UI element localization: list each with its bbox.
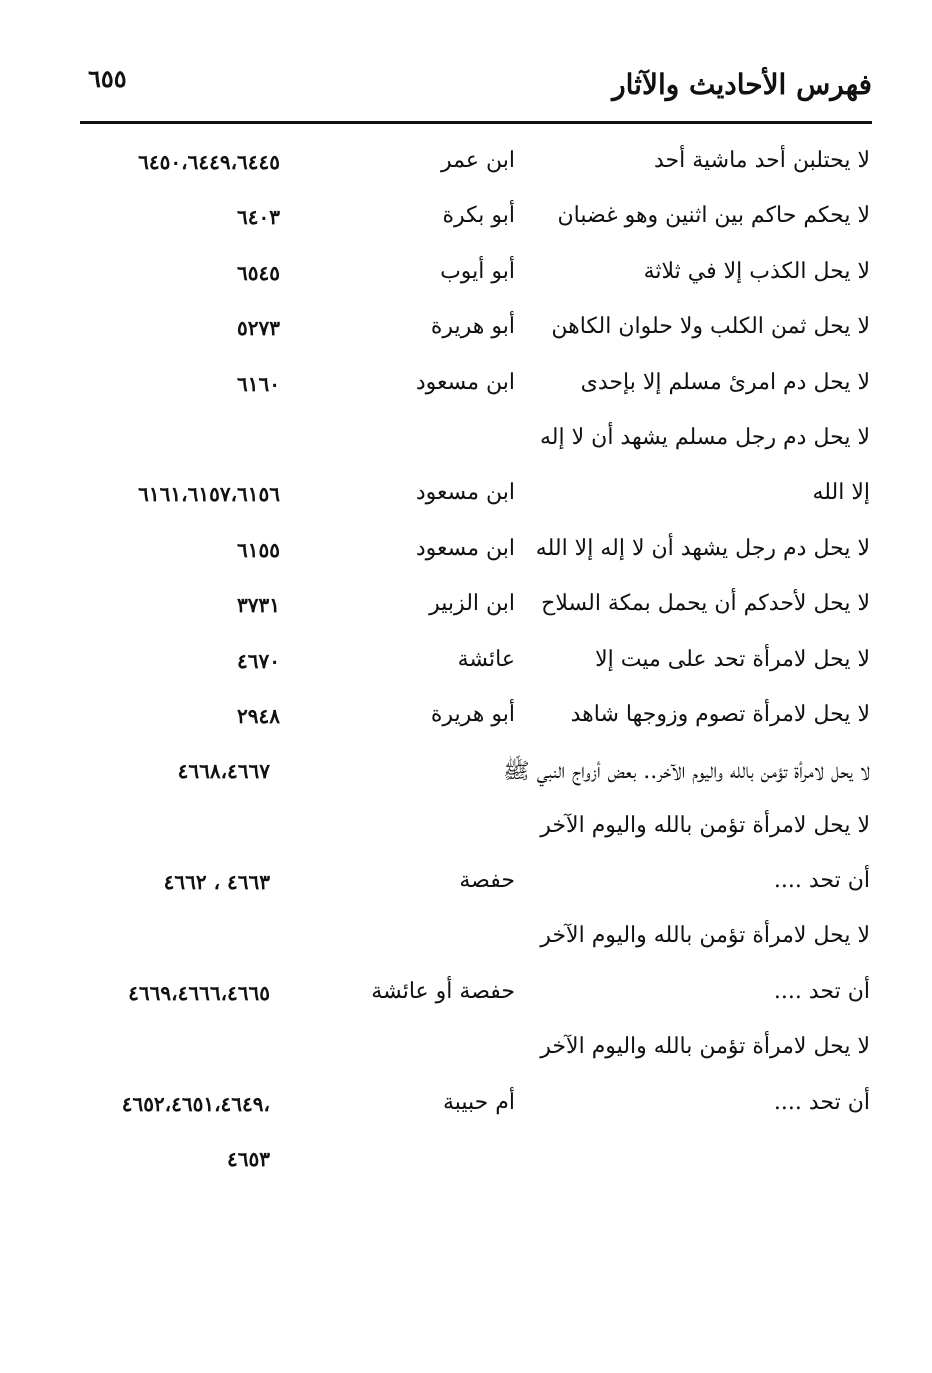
hadith-text: لا يحل لامرأة تؤمن بالله واليوم الآخر xyxy=(540,1034,870,1060)
narrator-name: ابن الزبير xyxy=(429,591,515,617)
index-row xyxy=(70,860,870,915)
hadith-numbers: ٤٦٦٣ ، ٤٦٦٢ xyxy=(163,870,270,895)
hadith-numbers: ٦٤٠٣ xyxy=(237,205,280,230)
index-row xyxy=(70,749,870,804)
index-row xyxy=(70,694,870,749)
hadith-text: لا يحكم حاكم بين اثنين وهو غضبان xyxy=(557,203,870,229)
hadith-numbers: ٦١٦١،٦١٥٧،٦١٥٦ xyxy=(138,482,280,507)
index-row xyxy=(70,251,870,306)
index-row xyxy=(70,915,870,970)
page-header xyxy=(80,58,872,120)
hadith-numbers: ٤٦٦٨،٤٦٦٧ xyxy=(177,759,270,784)
hadith-text: لا يحل لأحدكم أن يحمل بمكة السلاح xyxy=(541,591,870,617)
index-row xyxy=(70,195,870,250)
index-row xyxy=(70,1137,870,1192)
hadith-text: لا يحل ثمن الكلب ولا حلوان الكاهن xyxy=(551,314,870,340)
hadith-text: لا يحل لامرأة تؤمن بالله واليوم الآخر.. بعض أزواج النبي ﷺ xyxy=(503,759,870,785)
hadith-numbers: ٦١٥٥ xyxy=(237,537,280,562)
hadith-numbers: ٤٦٧٠ xyxy=(237,648,280,673)
hadith-text: لا يحل دم رجل يشهد أن لا إله إلا الله xyxy=(535,535,870,561)
index-row xyxy=(70,971,870,1026)
narrator-name: أبو هريرة xyxy=(430,314,515,340)
narrator-name: أبو أيوب xyxy=(440,258,515,284)
hadith-text: أن تحد .... xyxy=(773,1089,870,1115)
hadith-numbers: ،٤٦٥٢،٤٦٥١،٤٦٤٩ xyxy=(121,1091,270,1116)
narrator-name: ابن مسعود xyxy=(415,480,515,506)
narrator-name: أبو هريرة xyxy=(430,701,515,727)
hadith-text: أن تحد .... xyxy=(773,868,870,894)
hadith-numbers: ٥٢٧٣ xyxy=(237,316,280,341)
hadith-numbers: ٦١٦٠ xyxy=(237,371,280,396)
index-row xyxy=(70,472,870,527)
narrator-name: أم حبيبة xyxy=(442,1089,515,1115)
narrator-name: حفصة أو عائشة xyxy=(371,978,515,1004)
index-row xyxy=(70,362,870,417)
narrator-name: ابن مسعود xyxy=(415,369,515,395)
narrator-name: ابن عمر xyxy=(441,148,515,173)
hadith-text: إلا الله xyxy=(812,480,870,506)
index-row xyxy=(70,306,870,361)
narrator-name: عائشة xyxy=(457,646,515,672)
narrator-name: حفصة xyxy=(459,868,515,894)
hadith-text: لا يحل الكذب إلا في ثلاثة xyxy=(643,258,870,284)
index-row xyxy=(70,1026,870,1081)
hadith-text: لا يحل لامرأة تصوم وزوجها شاهد xyxy=(570,701,870,727)
index-row xyxy=(70,528,870,583)
index-row xyxy=(70,1082,870,1137)
hadith-text: لا يحل لامرأة تؤمن بالله واليوم الآخر xyxy=(540,923,870,949)
hadith-text: لا يحل دم رجل مسلم يشهد أن لا إله xyxy=(540,424,870,450)
hadith-text: أن تحد .... xyxy=(773,978,870,1004)
index-row xyxy=(70,140,870,195)
hadith-index-list xyxy=(70,140,870,1192)
hadith-text: لا يحتلبن أحد ماشية أحد xyxy=(653,148,870,173)
index-row xyxy=(70,639,870,694)
header-divider xyxy=(80,121,872,124)
page-title: فهرس الأحاديث والآثار xyxy=(612,68,872,101)
hadith-numbers: ٢٩٤٨ xyxy=(237,703,280,728)
narrator-name: أبو بكرة xyxy=(442,203,515,229)
index-row xyxy=(70,417,870,472)
index-row xyxy=(70,805,870,860)
hadith-text: لا يحل دم امرئ مسلم إلا بإحدى xyxy=(580,369,870,395)
page-number: ٦٥٥ xyxy=(88,64,127,93)
hadith-numbers: ٦٤٥٠،٦٤٤٩،٦٤٤٥ xyxy=(138,150,280,174)
narrator-name: ابن مسعود xyxy=(415,535,515,561)
index-row xyxy=(70,583,870,638)
hadith-text: لا يحل لامرأة تؤمن بالله واليوم الآخر xyxy=(540,812,870,838)
hadith-numbers: ٤٦٥٣ xyxy=(227,1147,270,1172)
hadith-text: لا يحل لامرأة تحد على ميت إلا xyxy=(595,646,870,672)
hadith-numbers: ٣٧٣١ xyxy=(237,593,280,618)
hadith-numbers: ٦٥٤٥ xyxy=(237,260,280,285)
hadith-numbers: ٤٦٦٩،٤٦٦٦،٤٦٦٥ xyxy=(128,980,270,1005)
